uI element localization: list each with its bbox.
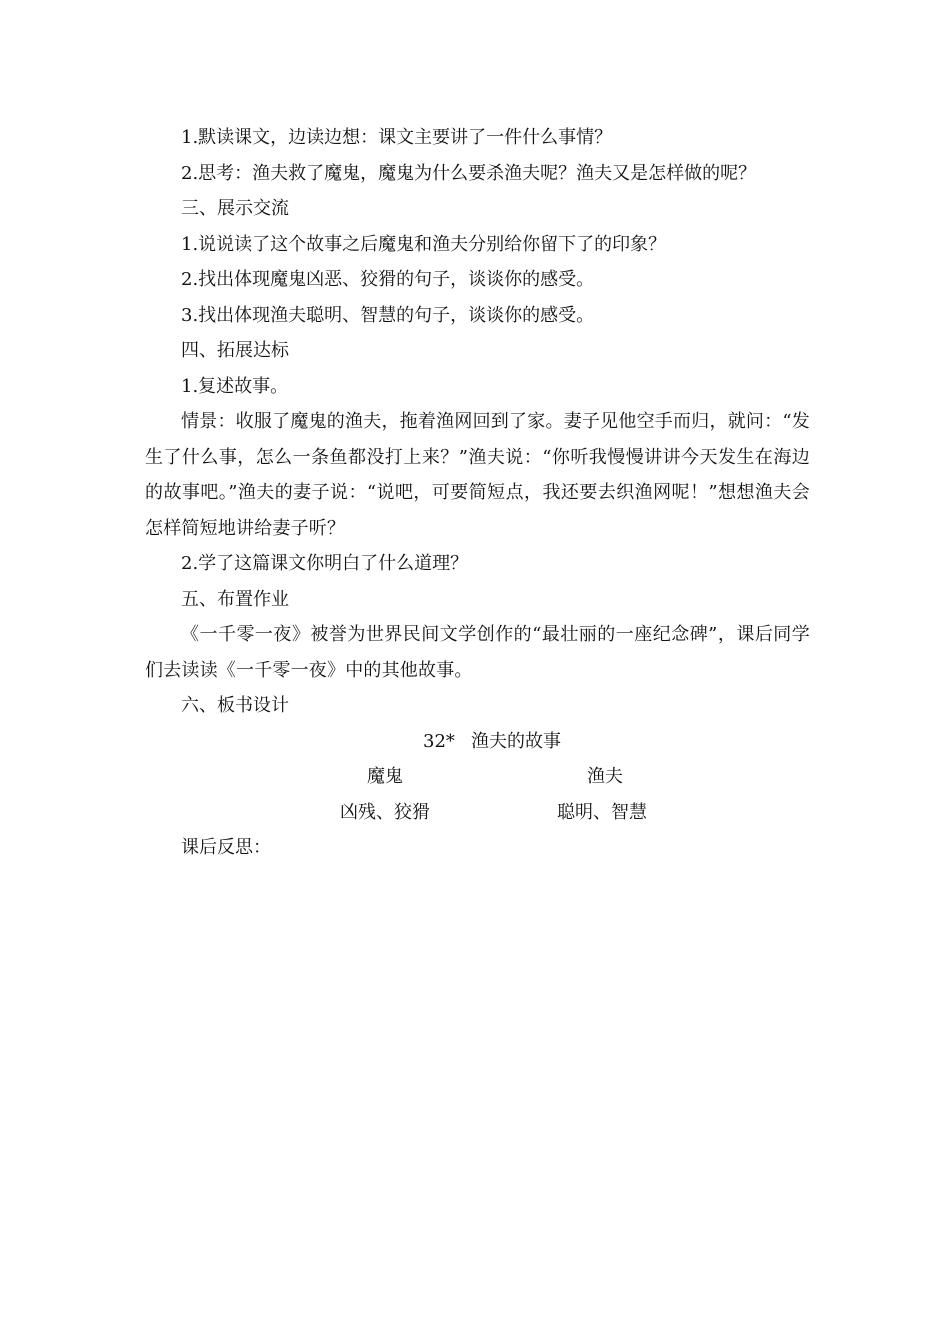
board-lesson-title: 渔夫的故事 [471, 730, 561, 752]
section-heading-5: 五、布置作业 [181, 588, 289, 610]
question-1: 1.默读课文，边读边想：课文主要讲了一件什么事情？ [181, 127, 613, 148]
discussion-item-3: 3.找出体现渔夫聪明、智慧的句子，谈谈你的感受。 [181, 304, 595, 326]
discussion-item-2: 2.找出体现魔鬼凶恶、狡猾的句子，谈谈你的感受。 [181, 269, 595, 290]
board-title [145, 724, 810, 760]
homework-paragraph: 《一千零一夜》被誉为世界民间文学创作的“最壮丽的一座纪念碑”，课后同学们去读读《一千零一夜》中的其他故事。 [145, 624, 810, 681]
board-right-heading: 渔夫 [587, 766, 623, 787]
discussion-item-1: 1.说说读了这个故事之后魔鬼和渔夫分别给你留下了的印象？ [181, 233, 667, 255]
section-heading-6: 六、板书设计 [181, 695, 289, 716]
extension-item-1: 1.复述故事。 [181, 375, 289, 397]
extension-item-2: 2.学了这篇课文你明白了什么道理？ [181, 553, 469, 574]
board-right-traits: 聪明、智慧 [557, 801, 647, 823]
question-2: 2.思考：渔夫救了魔鬼，魔鬼为什么要杀渔夫呢？渔夫又是怎样做的呢？ [181, 162, 757, 184]
board-headings-row [145, 759, 810, 795]
document-page [145, 120, 810, 866]
section-heading-3: 三、展示交流 [181, 198, 289, 219]
board-left-traits: 凶残、狡猾 [340, 801, 430, 823]
board-traits-row [145, 795, 810, 831]
reflection-label: 课后反思： [181, 837, 271, 858]
board-left-heading: 魔鬼 [367, 766, 403, 787]
section-heading-4: 四、拓展达标 [181, 340, 289, 361]
scenario-paragraph: 情景：收服了魔鬼的渔夫，拖着渔网回到了家。妻子见他空手而归，就问：“发生了什么事，怎么一条鱼都没打上来？”渔夫说：“你听我慢慢讲讲今天发生在海边的故事吧。”渔夫的妻子说：“说吧，可要简短点，我还要去织渔网呢！”想想渔夫会怎样简短地讲给妻子听？ [145, 411, 810, 539]
board-lesson-number: 32* [423, 730, 455, 752]
